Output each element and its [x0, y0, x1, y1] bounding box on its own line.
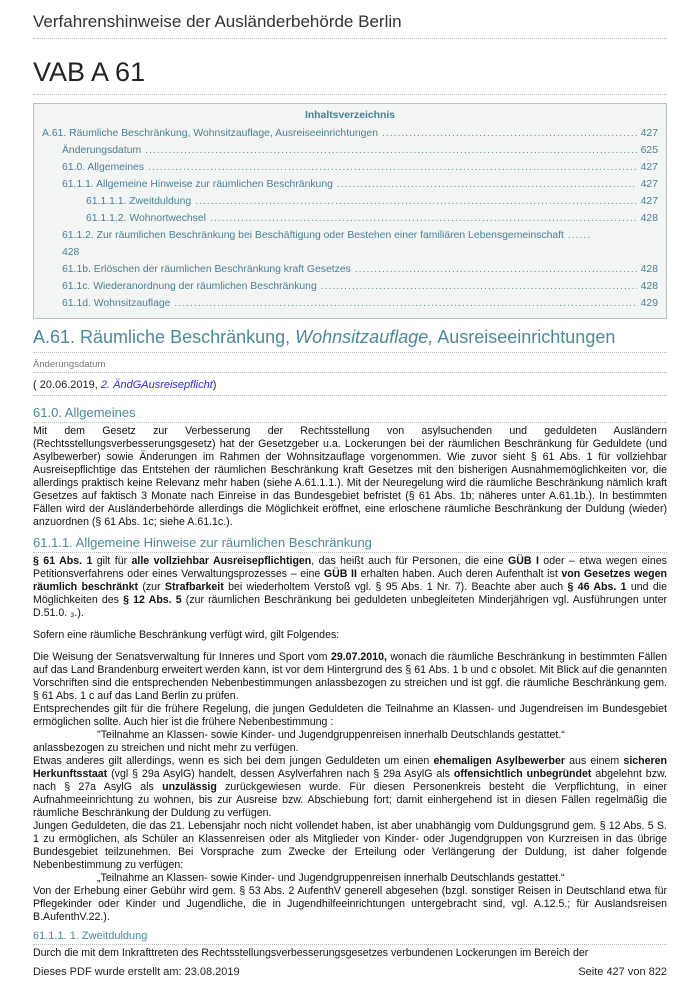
- toc-entry[interactable]: [42, 159, 658, 176]
- toc-entry-text[interactable]: 61.1c. Wiederanordnung der räumlichen Beschränkung: [62, 281, 317, 292]
- paragraph-scope: § 61 Abs. 1 gilt für alle vollziehbar Ausreisepflichtigen, das heißt auch für Personen, die eine GÜB I oder – etwa wegen eines Petitionsverfahrens oder eines Verwaltungsprozesses – eine GÜB II erhalten haben. Auch deren Aufenthalt ist von Gesetzes wegen räumlich beschränkt (zur Strafbarkeit bei wiederholtem Verstoß vgl. § 95 Abs. 1 Nr. 7). Beachte aber auch § 46 Abs. 1 und die Möglichkeiten des § 12 Abs. 5 (zur räumlichen Beschränkung bei geduldeten unbegleiteten Minderjährigen vgl. Ausführungen unter D.51.0. ₃.).: [33, 555, 668, 619]
- toc-entry-page: 625: [640, 145, 658, 156]
- paragraph-fee: Von der Erhebung einer Gebühr wird gem. § 53 Abs. 2 AufenthV generell abgesehen (bzgl. sonstiger Reisen in Deutschland etwa für Pflegekinder oder Kinder und Jugendliche, die in Jugendhilfeeinrichtungen untergebracht sind, vgl. A.12.5.; für Auslandsreisen B.AufenthV.22.).: [33, 885, 667, 923]
- quote-nebenbestimmung-old: "Teilnahme an Klassen- sowie Kinder- und Jugendgruppenreisen innerhalb Deutschlands gestattet.“: [97, 729, 565, 741]
- change-date-line: [33, 379, 667, 396]
- toc-entry-text[interactable]: 61.1b. Erlöschen der räumlichen Beschränkung kraft Gesetzes: [62, 264, 351, 275]
- section-title: [33, 327, 667, 353]
- toc-entry[interactable]: [42, 295, 658, 312]
- toc-entry[interactable]: [42, 193, 658, 210]
- document-page: [33, 0, 667, 960]
- toc-entry-page: 427: [640, 179, 658, 190]
- change-date-close: ): [212, 379, 217, 391]
- toc-entry[interactable]: [42, 176, 658, 193]
- toc-entry-page: 429: [640, 298, 658, 309]
- doc-code-title: VAB A 61: [33, 57, 667, 95]
- change-date-label: Änderungsdatum: [33, 359, 667, 373]
- paragraph-young-tolerated: Jungen Geduldeten, die das 21. Lebensjahr noch nicht vollendet haben, ist aber unabhängig vom Duldungsgrund gem. § 12 Abs. 5 S. 1 zu ermöglichen, als Schüler an Klassenreisen oder als Mitglieder von Kinder- oder Jugendgruppen von Kurzreisen in das übrige Bundesgebiet teilzunehmen. Bei Vorsprache zum Zwecke der Erteilung oder Verlängerung der Duldung, ist daher folgende Nebenbestimmung zu verfügen:: [33, 820, 667, 871]
- paragraph-strike: anlassbezogen zu streichen und nicht mehr zu verfügen.: [33, 742, 299, 754]
- toc-entry-text[interactable]: A.61. Räumliche Beschränkung, Wohnsitzauflage, Ausreiseeinrichtungen: [42, 128, 378, 139]
- paragraph-intro: Sofern eine räumliche Beschränkung verfügt wird, gilt Folgendes:: [33, 629, 340, 641]
- toc-entry-page: 427: [640, 162, 658, 173]
- toc-entry-page: 427: [640, 196, 658, 207]
- toc-entry-text[interactable]: 61.1.1.2. Wohnortwechsel: [86, 213, 206, 224]
- quote-nebenbestimmung-new: „Teilnahme an Klassen- sowie Kinder- und Jugendgruppenreisen innerhalb Deutschlands gestattet.“: [97, 872, 565, 884]
- section-title-part: Ausreiseeinrichtungen: [433, 327, 616, 347]
- toc-entry-page: 428: [640, 281, 658, 292]
- toc-entry-page: 428: [62, 247, 80, 258]
- amendment-link[interactable]: 2. ÄndGAusreisepflicht: [100, 379, 213, 391]
- toc-entry-page: 428: [640, 213, 658, 224]
- toc-entry[interactable]: [42, 125, 658, 142]
- toc-entry-text[interactable]: Änderungsdatum: [62, 145, 142, 156]
- toc-entry[interactable]: [42, 261, 658, 278]
- toc-entry[interactable]: 61.1.2. Zur räumlichen Beschränkung bei Beschäftigung oder Bestehen einer familiären Lebensgemeinschaft ...... 428: [62, 230, 592, 258]
- page-footer: [33, 966, 667, 978]
- paragraph-zweitduldung: Durch die mit dem Inkrafttreten des Rechtsstellungsverbesserungsgesetzes verbundenen Lockerungen im Bereich der: [33, 947, 589, 959]
- footer-created-date: Dieses PDF wurde erstellt am: 23.08.2019: [33, 966, 240, 978]
- toc-entry-text[interactable]: 61.1d. Wohnsitzauflage: [62, 298, 171, 309]
- heading-61-1-1: 61.1.1. Allgemeine Hinweise zur räumlichen Beschränkung: [33, 535, 667, 553]
- toc-entry-page: 428: [640, 264, 658, 275]
- toc-entry[interactable]: [42, 278, 658, 295]
- heading-61-0: 61.0. Allgemeines: [33, 405, 667, 423]
- footer-page-number: Seite 427 von 822: [578, 966, 667, 978]
- toc-entry[interactable]: [42, 210, 658, 227]
- paragraph-61-0: Mit dem Gesetz zur Verbesserung der Rechtsstellung von asylsuchenden und geduldeten Ausländern (Rechtsstellungsverbesserungsgesetz) hat der Gesetzgeber u.a. Lockerungen bei der räumlichen Beschränkung für Geduldete (und Asylbewerber) sowie Änderungen im Rahmen der Wohnsitzauflage vorgenommen. Wie zuvor sieht § 61 Abs. 1 für vollziehbar Ausreisepflichtige das Entstehen der räumlichen Beschränkung kraft Gesetzes mit den bisherigen Ausnahmemöglichkeiten vor, die allerdings praktisch keine Relevanz mehr haben (siehe A.61.1.1.). Mit der Neuregelung wird die räumliche Beschränkung nämlich kraft Gesetzes auf faktisch 3 Monate nach Einreise in das Bundesgebiet befristet (§ 61 Abs. 1b; näheres unter A.61.1b.). In bestimmten Fällen wird der Ausländerbehörde allerdings die Möglichkeit eröffnet, eine erloschene räumliche Beschränkung der Duldung (wieder) anzuordnen (§ 61 Abs. 1c; siehe A.61.1c.).: [33, 425, 667, 528]
- toc-entry-text[interactable]: 61.1.1. Allgemeine Hinweise zur räumlichen Beschränkung: [62, 179, 333, 190]
- paragraph-weisung: Die Weisung der Senatsverwaltung für Inneres und Sport vom 29.07.2010, wonach die räumliche Beschränkung in bestimmten Fällen auf das Land Brandenburg erweitert werden kann, ist vor dem Hintergrund des § 61 Abs. 1 b und c obsolet. Mit Blick auf die genannten Vorschriften sind die entsprechenden Nebenbestimmungen anlassbezogen zu streichen und ist ggf. die räumliche Beschränkung gem. § 61 Abs. 1 c auf das Land Berlin zu prüfen.: [33, 651, 667, 702]
- table-of-contents: [33, 103, 667, 319]
- toc-entry-text[interactable]: 61.0. Allgemeines: [62, 162, 145, 173]
- heading-61-1-1-1: 61.1.1. 1. Zweitduldung: [33, 930, 667, 945]
- toc-entry[interactable]: [42, 142, 658, 159]
- toc-entry-text[interactable]: 61.1.2. Zur räumlichen Beschränkung bei Beschäftigung oder Bestehen einer familiären Lebensgemeinschaft: [62, 230, 564, 241]
- change-date-value: ( 20.06.2019,: [33, 379, 101, 391]
- section-title-part: A.61. Räumliche Beschränkung,: [33, 327, 296, 347]
- toc-entry-page: 427: [640, 128, 658, 139]
- paragraph-classtrips: Entsprechendes gilt für die frühere Regelung, die jungen Geduldeten die Teilnahme an Klassen- und Jugendreisen im Bundesgebiet ermöglichen sollte. Auch hier ist die frühere Nebenbestimmung :: [33, 703, 667, 728]
- paragraph-safe-origin: Etwas anderes gilt allerdings, wenn es sich bei dem jungen Geduldeten um einen ehemaligen Asylbewerber aus einem sicheren Herkunftsstaat (vgl § 29a AsylG) handelt, dessen Asylverfahren nach § 29a AsylG als offensichtlich unbegründet abgelehnt bzw. nach § 27a AsylG als unzulässig zurückgewiesen wurde. Für diesen Personenkreis besteht die Verpflichtung, in einer Aufnahmeeinrichtung zu wohnen, bis zur Ausreise bzw. Abschiebung fort; damit einhergehend ist in diesen Fällen regelmäßig die räumliche Beschränkung der Duldung zu verfügen.: [33, 755, 667, 819]
- document-header-title: Verfahrenshinweise der Ausländerbehörde Berlin: [33, 0, 667, 39]
- section-title-italic: Wohnsitzauflage,: [295, 327, 434, 347]
- toc-entry-text[interactable]: 61.1.1.1. Zweitduldung: [86, 196, 192, 207]
- toc-title: Inhaltsverzeichnis: [304, 110, 396, 121]
